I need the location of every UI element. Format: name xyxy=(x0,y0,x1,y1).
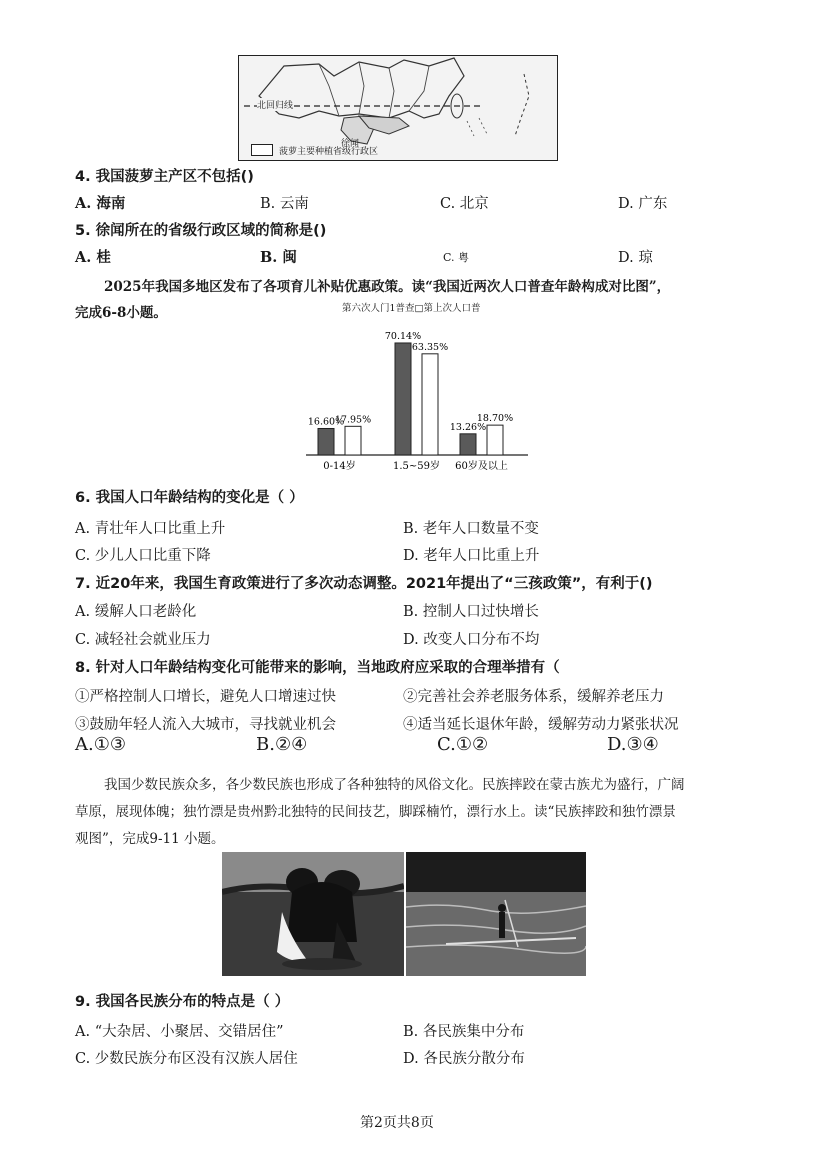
bamboo-rafting-photo xyxy=(406,852,586,976)
q7-option-a: A. 缓解人口老龄化 xyxy=(75,604,197,620)
tick-label-1: 1.5~59岁 xyxy=(392,461,441,472)
age-chart xyxy=(300,300,535,480)
q6-option-b: B. 老年人口数量不变 xyxy=(403,521,539,537)
intro1-line2: 完成6-8小题。 xyxy=(75,305,167,321)
tropic-label: 北回归线 xyxy=(257,98,293,111)
data-label-series1-1: 70.14% xyxy=(384,330,422,342)
bar-series2-0 xyxy=(345,426,361,455)
q7-stem: 7. 近20年来，我国生育政策进行了多次动态调整。2021年提出了“三孩政策”，有利于() xyxy=(75,576,653,592)
data-label-series2-2: 18.70% xyxy=(476,413,514,425)
intro1-line1: 2025年我国多地区发布了各项育儿补贴优惠政策。读“我国近两次人口普查年龄构成对比图”， xyxy=(104,279,671,295)
q6-option-c: C. 少儿人口比重下降 xyxy=(75,548,211,564)
page-number: 第2页共8页 xyxy=(360,1115,434,1131)
intro2-line3: 观图”，完成9-11 小题。 xyxy=(75,831,225,847)
q4-option-a: A. 海南 xyxy=(75,195,126,212)
q8-item-3: ③鼓励年轻人流入大城市，寻找就业机会 xyxy=(75,717,336,733)
intro2-line1: 我国少数民族众多，各少数民族也形成了各种独特的风俗文化。民族摔跤在蒙古族尤为盛行，广阔 xyxy=(104,777,685,793)
q4-stem: 4. 我国菠萝主产区不包括() xyxy=(75,169,254,185)
q9-option-b: B. 各民族集中分布 xyxy=(403,1024,525,1040)
q7-option-d: D. 改变人口分布不均 xyxy=(403,632,540,648)
bar-series2-1 xyxy=(422,354,438,455)
bar-series1-1 xyxy=(395,343,411,455)
age-chart-svg xyxy=(300,300,535,480)
data-label-series1-2: 13.26% xyxy=(449,421,487,433)
q6-option-a: A. 青壮年人口比重上升 xyxy=(75,521,226,537)
q8-option-c: C.①② xyxy=(437,734,489,755)
legend-label: 菠萝主要种植省级行政区 xyxy=(279,147,379,157)
q9-option-c: C. 少数民族分布区没有汉族人居住 xyxy=(75,1051,298,1067)
chart-title: 第六次人门1普查□第上次人口普 xyxy=(342,303,481,314)
data-label-series2-0: 17.95% xyxy=(334,414,372,426)
map-figure xyxy=(238,55,558,161)
data-label-series2-1: 63.35% xyxy=(411,341,449,353)
q8-item-4: ④适当延长退休年龄，缓解劳动力紧张状况 xyxy=(403,717,679,733)
tick-label-2: 60岁及以上 xyxy=(455,461,508,472)
q6-stem: 6. 我国人口年龄结构的变化是（ ） xyxy=(75,490,304,506)
q5-stem: 5. 徐闻所在的省级行政区域的简称是() xyxy=(75,223,327,239)
q8-option-d: D.③④ xyxy=(607,734,659,755)
q5-option-b: B. 闽 xyxy=(260,249,297,266)
q8-item-1: ①严格控制人口增长，避免人口增速过快 xyxy=(75,689,336,705)
q8-item-2: ②完善社会养老服务体系，缓解养老压力 xyxy=(403,689,664,705)
xuwen-label: 徐闻 xyxy=(341,139,360,149)
q9-stem: 9. 我国各民族分布的特点是（ ） xyxy=(75,994,290,1010)
bar-series1-0 xyxy=(318,428,334,455)
q7-option-c: C. 减轻社会就业压力 xyxy=(75,632,211,648)
q8-option-b: B.②④ xyxy=(256,734,308,755)
q4-option-b: B. 云南 xyxy=(260,196,309,212)
q5-option-c: C. 粤 xyxy=(443,251,470,264)
q4-option-d: D. 广东 xyxy=(618,196,668,212)
bar-series2-2 xyxy=(487,425,503,455)
q6-option-d: D. 老年人口比重上升 xyxy=(403,548,540,564)
q8-stem: 8. 针对人口年龄结构变化可能带来的影响，当地政府应采取的合理举措有（ xyxy=(75,660,560,676)
q5-option-d: D. 琼 xyxy=(618,250,653,266)
q5-option-a: A. 桂 xyxy=(75,249,111,266)
q9-option-d: D. 各民族分散分布 xyxy=(403,1051,525,1067)
tick-label-0: 0-14岁 xyxy=(323,461,356,472)
q8-option-a: A.①③ xyxy=(75,734,126,755)
q9-option-a: A. “大杂居、小聚居、交错居住” xyxy=(75,1024,284,1040)
intro2-line2: 草原，展现体魄；独竹漂是贵州黔北独特的民间技艺，脚踩楠竹，漂行水上。读“民族摔跤和独竹漂景 xyxy=(75,804,676,820)
bar-series1-2 xyxy=(460,434,476,455)
q7-option-b: B. 控制人口过快增长 xyxy=(403,604,539,620)
data-label-series1-0: 16.60% xyxy=(307,416,345,428)
wrestling-photo xyxy=(222,852,404,976)
q4-option-c: C. 北京 xyxy=(440,196,489,212)
legend-swatch xyxy=(251,144,273,156)
